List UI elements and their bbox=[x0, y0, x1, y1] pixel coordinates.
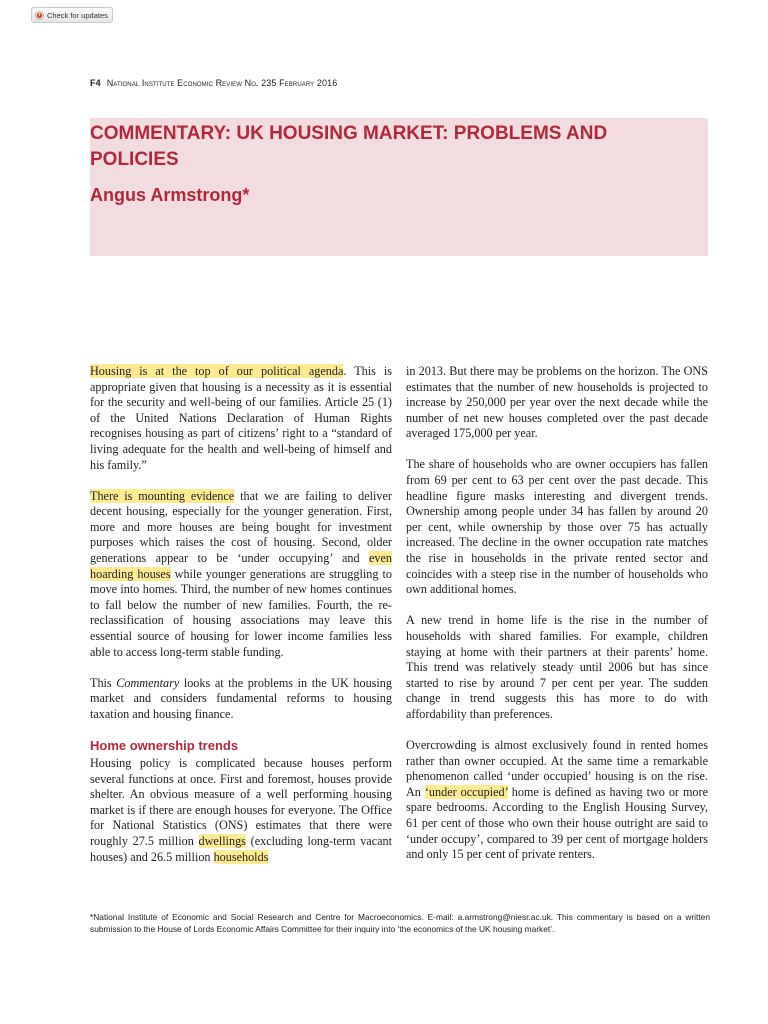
highlighted-text: There is mounting evidence bbox=[90, 488, 235, 503]
paragraph-text: Overcrowding is almost exclusively found in rented homes rather than owner occupied. At the same time a remarkable phenomenon called ‘under occupied’ housing is on the rise. An bbox=[406, 737, 708, 799]
highlighted-text: households bbox=[213, 849, 269, 864]
paragraph bbox=[90, 676, 392, 723]
left-column bbox=[90, 364, 392, 865]
paragraph: in 2013. But there may be problems on the horizon. The ONS estimates that the number of new households is projected to increase by 250,000 per year over the next decade while the number of net new houses completed over the past decade averaged 175,000 per year. bbox=[406, 364, 708, 441]
footnote: *National Institute of Economic and Social Research and Centre for Macroeconomics. E-mail: a.armstrong@niesr.ac.uk. This commentary is based on a written submission to the House of Lords Economic Affairs Committee for their inquiry into ‘the economics of the UK housing market’. bbox=[90, 912, 710, 934]
title-block bbox=[90, 118, 708, 256]
running-head bbox=[90, 78, 337, 88]
paragraph-text: . This is appropriate given that housing is a necessity as it is essential for the security and well-being of our families. Article 25 (1) of the United Nations Declaration of Human Rights recognises housing as part of citizens’ right to a “standard of living adequate for the health and well-being of himself and his family.” bbox=[90, 364, 392, 472]
paragraph-text: This bbox=[90, 675, 117, 690]
highlighted-text: Housing is at the top of our political agenda bbox=[90, 364, 344, 378]
article-title: COMMENTARY: UK HOUSING MARKET: PROBLEMS AND POLICIES bbox=[90, 123, 608, 170]
paragraph bbox=[90, 364, 392, 473]
section-heading: Home ownership trends bbox=[90, 737, 239, 753]
paragraph bbox=[90, 489, 392, 661]
check-for-updates-label: Check for updates bbox=[47, 10, 108, 20]
paragraph-text: looks at the problems in the UK housing market and considers fundamental reforms to housing taxation and housing finance. bbox=[90, 675, 392, 721]
right-column bbox=[406, 364, 708, 863]
highlighted-text: even hoarding houses bbox=[90, 551, 392, 581]
highlighted-text: dwellings bbox=[198, 833, 246, 848]
paragraph bbox=[90, 756, 392, 865]
emphasis-text: Commentary bbox=[116, 675, 180, 690]
check-for-updates-button[interactable] bbox=[31, 7, 113, 23]
journal-title: National Institute Economic Review No. 235 February 2016 bbox=[106, 78, 338, 88]
page-number: F4 bbox=[90, 78, 101, 88]
highlighted-text: ‘under occupied’ bbox=[424, 784, 508, 799]
paragraph-text: that we are failing to deliver decent housing, especially for the younger generation. First, more and more houses are being bought for investment purposes which raises the cost of housing. Second, older generations appear to be ‘under occupying’ and bbox=[90, 488, 392, 566]
article-author: Angus Armstrong* bbox=[90, 185, 250, 205]
paragraph-text: while younger generations are struggling to move into homes. Third, the number of new homes continues to fall below the number of new families. Fourth, the re-reclassification of housing associations may leave this essential source of housing for lower income families less able to access long-term stable funding. bbox=[90, 566, 392, 659]
paragraph: The share of households who are owner occupiers has fallen from 69 per cent to 63 per cent over the past decade. This headline figure masks interesting and divergent trends. Ownership among people under 34 has fallen by around 20 per cent, while ownership by those over 75 has actually increased. The decline in the owner occupation rate matches the rise in households in the private rented sector and coincides with a steep rise in the number of households who own additional homes. bbox=[406, 457, 708, 597]
paragraph bbox=[406, 738, 708, 863]
paragraph-text: (excluding long-term vacant houses) and 26.5 million bbox=[90, 833, 392, 864]
paragraph-text: home is defined as having two or more spare bedrooms. According to the English Housing Survey, 61 per cent of those who own their house outright are said to ‘under occupy’, compared to 39 per cent of mortgage holders and only 15 per cent of private renters. bbox=[406, 784, 708, 862]
check-for-updates-icon bbox=[35, 11, 44, 20]
paragraph-text: Housing policy is complicated because houses perform several functions at once. First and foremost, houses provide shelter. An obvious measure of a well performing housing market is if there are enough houses for everyone. The Office for National Statistics (ONS) estimates that there were roughly 27.5 million bbox=[90, 755, 392, 848]
paragraph: A new trend in home life is the rise in the number of households with shared families. For example, children staying at home with their partners at their parents’ home. This trend was relatively steady until 2006 but has since started to rise by around 7 per cent per year. The sudden change in trend suggests this has more to do with affordability than preferences. bbox=[406, 613, 708, 721]
